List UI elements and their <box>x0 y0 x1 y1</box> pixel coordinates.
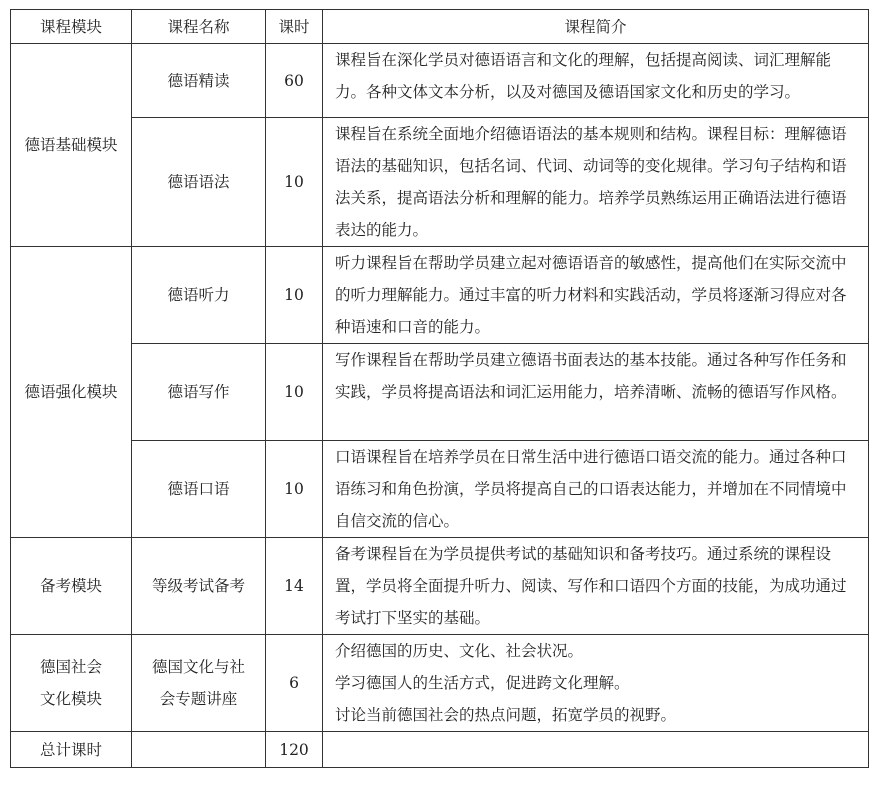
header-row <box>11 10 869 44</box>
course-name: 等级考试备考 <box>132 538 266 635</box>
course-intro: 口语课程旨在培养学员在日常生活中进行德语口语交流的能力。通过各种口语练习和角色扮演，学员将提高自己的口语表达能力，并增加在不同情境中自信交流的信心。 <box>323 441 869 538</box>
table-row <box>11 538 869 635</box>
module-cell <box>11 635 132 732</box>
course-hours: 60 <box>266 44 323 118</box>
total-label: 总计课时 <box>11 732 132 768</box>
table-row <box>11 635 869 732</box>
course-hours: 14 <box>266 538 323 635</box>
table-row <box>11 44 869 118</box>
module-cell: 德语强化模块 <box>11 247 132 538</box>
course-hours: 10 <box>266 441 323 538</box>
intro-line: 介绍德国的历史、文化、社会状况。 <box>335 642 584 660</box>
course-name: 德语精读 <box>132 44 266 118</box>
module-cell: 德语基础模块 <box>11 44 132 247</box>
course-name <box>132 635 266 732</box>
module-line: 德国社会 <box>39 658 102 676</box>
total-row <box>11 732 869 768</box>
course-intro: 课程旨在系统全面地介绍德语语法的基本规则和结构。课程目标：理解德语语法的基础知识，包括名词、代词、动词等的变化规律。学习句子结构和语法关系，提高语法分析和理解的能力。培养学员熟练运用正确语法进行德语表达的能力。 <box>323 118 869 247</box>
module-cell: 备考模块 <box>11 538 132 635</box>
total-hours: 120 <box>266 732 323 768</box>
header-module: 课程模块 <box>11 10 132 44</box>
total-empty <box>132 732 266 768</box>
curriculum-table <box>10 9 869 768</box>
course-intro: 课程旨在深化学员对德语语言和文化的理解，包括提高阅读、词汇理解能力。各种文体文本分析，以及对德国及德语国家文化和历史的学习。 <box>323 44 869 118</box>
course-intro: 备考课程旨在为学员提供考试的基础知识和备考技巧。通过系统的课程设置，学员将全面提升听力、阅读、写作和口语四个方面的技能，为成功通过考试打下坚实的基础。 <box>323 538 869 635</box>
course-name: 德语语法 <box>132 118 266 247</box>
course-name: 德语写作 <box>132 344 266 441</box>
intro-line: 讨论当前德国社会的热点问题，拓宽学员的视野。 <box>335 706 677 724</box>
header-hours: 课时 <box>266 10 323 44</box>
header-name: 课程名称 <box>132 10 266 44</box>
table-row <box>11 247 869 344</box>
course-intro <box>323 635 869 732</box>
module-line: 文化模块 <box>39 690 102 708</box>
course-hours: 6 <box>266 635 323 732</box>
course-name: 德语听力 <box>132 247 266 344</box>
table-row <box>11 344 869 441</box>
course-name-line: 会专题讲座 <box>159 690 238 708</box>
course-intro: 听力课程旨在帮助学员建立起对德语语音的敏感性，提高他们在实际交流中的听力理解能力。通过丰富的听力材料和实践活动，学员将逐渐习得应对各种语速和口音的能力。 <box>323 247 869 344</box>
table-row <box>11 118 869 247</box>
header-intro: 课程简介 <box>323 10 869 44</box>
course-intro: 写作课程旨在帮助学员建立德语书面表达的基本技能。通过各种写作任务和实践，学员将提高语法和词汇运用能力，培养清晰、流畅的德语写作风格。 <box>323 344 869 441</box>
table-row <box>11 441 869 538</box>
course-hours: 10 <box>266 344 323 441</box>
course-hours: 10 <box>266 247 323 344</box>
total-intro-empty <box>323 732 869 768</box>
intro-line: 学习德国人的生活方式，促进跨文化理解。 <box>335 674 630 692</box>
course-name: 德语口语 <box>132 441 266 538</box>
course-hours: 10 <box>266 118 323 247</box>
course-name-line: 德国文化与社 <box>151 658 245 676</box>
